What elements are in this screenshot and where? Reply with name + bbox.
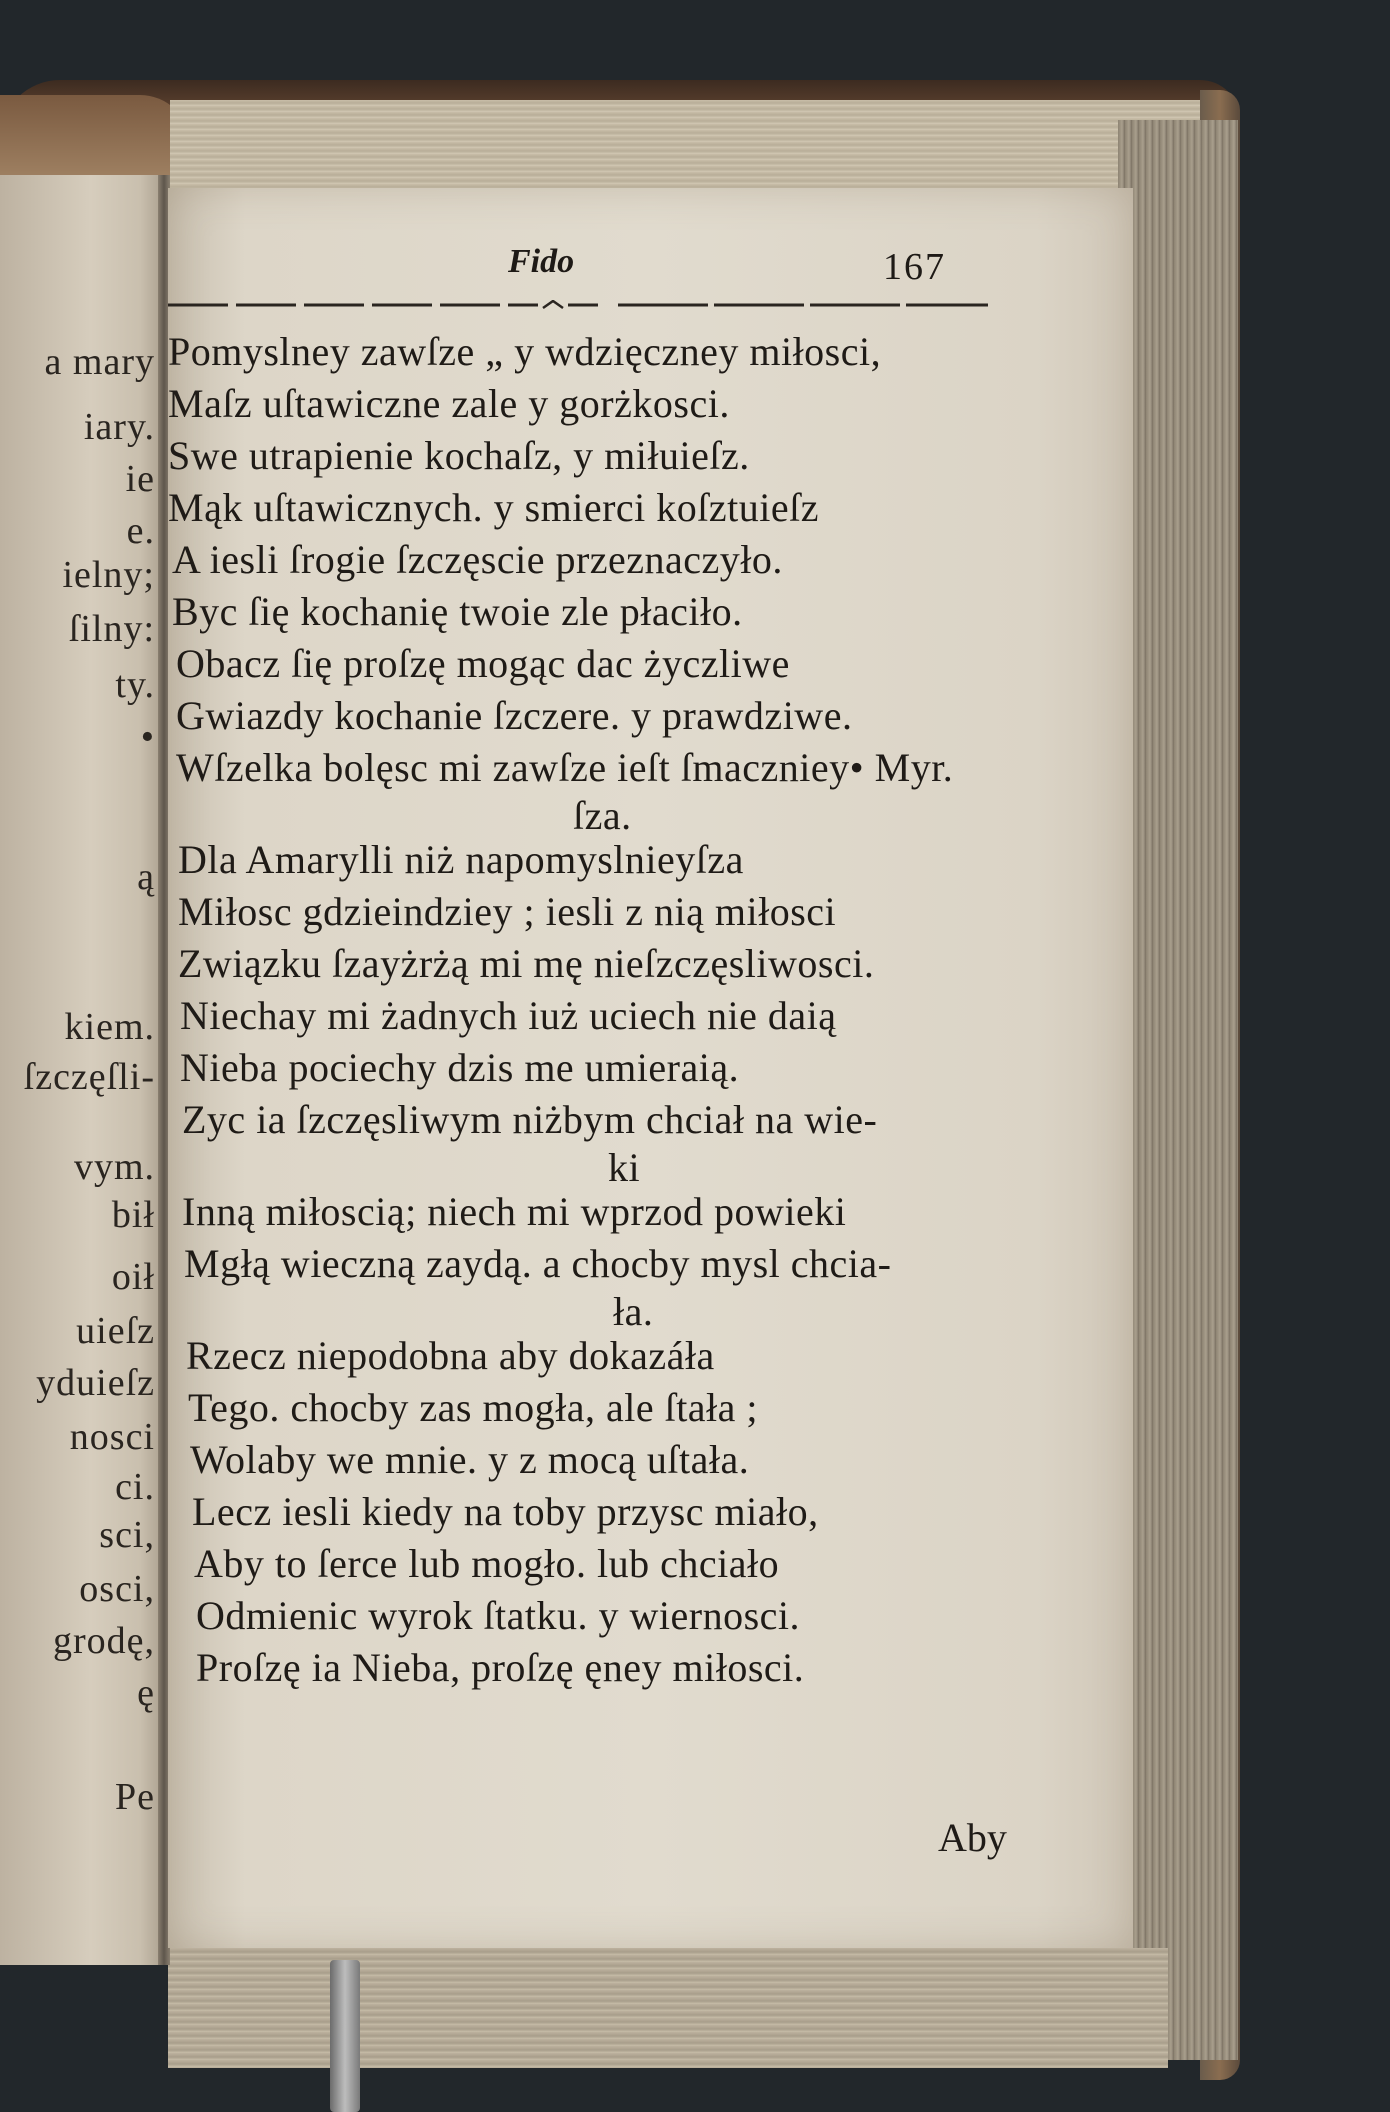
left-page-fragment: ſilny: xyxy=(68,608,155,650)
left-page-fragment: vym. xyxy=(73,1146,155,1188)
verse-line: Byc ſię kochanię twoie zle płaciło. xyxy=(172,589,743,634)
left-page-fragment: sci, xyxy=(99,1514,155,1556)
verse-line: Tego. chocby zas mogła, ale ſtała ; xyxy=(188,1385,759,1430)
verse-line: Odmienic wyrok ſtatku. y wiernosci. xyxy=(196,1593,801,1638)
left-page-fragment: yduieſz xyxy=(36,1362,155,1404)
left-page-fragment: oił xyxy=(111,1256,155,1298)
verse-line: ſza. xyxy=(573,793,632,838)
verse-line: Swe utrapienie kochaſz, y miłuieſz. xyxy=(168,433,750,478)
verse-line: Inną miłoscią; niech mi wprzod powieki xyxy=(182,1189,847,1234)
left-page-fragment: ą xyxy=(137,856,155,898)
verse-line: ki xyxy=(608,1145,641,1190)
left-page-fragment: nosci xyxy=(69,1416,155,1458)
verse-line: Rzecz niepodobna aby dokazáła xyxy=(186,1333,715,1378)
verse-line: Wſzelka bolęsc mi zawſze ieſt ſmaczniey• Myr. xyxy=(176,745,954,790)
verse-line: Wolaby we mnie. y z mocą uſtała. xyxy=(190,1437,750,1482)
verse-line: Niechay mi żadnych iuż uciech nie daią xyxy=(180,993,837,1038)
running-title: Fido xyxy=(508,243,575,280)
left-page-fragment: ty. xyxy=(115,664,155,706)
verse-line: Obacz ſię proſzę mogąc dac życzliwe xyxy=(176,641,790,686)
verse-line: Maſz uſtawiczne zale y gorżkosci. xyxy=(168,381,730,426)
left-page-fragment: a mary xyxy=(44,341,155,383)
verse-line: Pomyslney zawſze „ y wdzięczney miłosci, xyxy=(168,329,882,374)
verse-line: Zyc ia ſzczęsliwym niżbym chciał na wie- xyxy=(182,1097,878,1142)
verse-line: Związku ſzayżrżą mi mę nieſzczęsliwosci. xyxy=(178,941,875,986)
bookmark-strip xyxy=(330,1960,360,2112)
page-number: 167 xyxy=(883,246,946,288)
page-block-right-edge xyxy=(1118,120,1238,2060)
running-head xyxy=(168,243,1133,303)
left-page-fragment: kiem. xyxy=(64,1006,155,1048)
left-page-fragment: Pe xyxy=(115,1776,155,1818)
verse-line: Gwiazdy kochanie ſzczere. y prawdziwe. xyxy=(176,693,853,738)
left-page-fragment: ielny; xyxy=(62,554,155,596)
verse-line: Mgłą wieczną zaydą. a chocby mysl chcia- xyxy=(184,1241,892,1286)
left-page-fragment: osci, xyxy=(79,1568,155,1610)
left-page-fragment: ę xyxy=(137,1672,155,1714)
left-page-fragment: ſzczęſli- xyxy=(23,1056,155,1098)
left-page-fragment: iary. xyxy=(83,406,155,448)
left-page-fragment: ci. xyxy=(115,1466,155,1508)
page-block-bottom-edge xyxy=(168,1948,1168,2068)
header-rule xyxy=(168,300,988,306)
verse-line: Nieba pociechy dzis me umieraią. xyxy=(180,1045,740,1090)
verse-line: A iesli ſrogie ſzczęscie przeznaczyło. xyxy=(172,537,783,582)
verse-line: Proſzę ia Nieba, proſzę ęney miłosci. xyxy=(196,1645,805,1690)
left-page-fragment: e. xyxy=(126,510,155,552)
left-page-fragment: grodę, xyxy=(52,1620,155,1662)
left-page-fragment: uieſz xyxy=(76,1310,155,1352)
page-block-top-edge xyxy=(170,100,1220,195)
left-page-fragment: bił xyxy=(111,1194,155,1236)
left-page xyxy=(0,175,165,1965)
verse-line: ła. xyxy=(613,1289,654,1334)
verse-line: Lecz iesli kiedy na toby przysc miało, xyxy=(192,1489,819,1534)
verse-line: Miłosc gdzieindziey ; iesli z nią miłosci xyxy=(178,889,837,934)
left-page-fragment: • xyxy=(140,716,155,758)
verse-line: Mąk uſtawicznych. y smierci koſztuieſz xyxy=(168,485,820,530)
verse-line: Aby to ſerce lub mogło. lub chciało xyxy=(194,1541,780,1586)
ornament-rule xyxy=(168,300,988,310)
verse-line: Dla Amarylli niż napomyslnieyſza xyxy=(178,837,744,882)
right-page-text xyxy=(168,188,1133,1948)
catchword: Aby xyxy=(938,1815,1007,1860)
left-page-fragment: ie xyxy=(125,458,155,500)
